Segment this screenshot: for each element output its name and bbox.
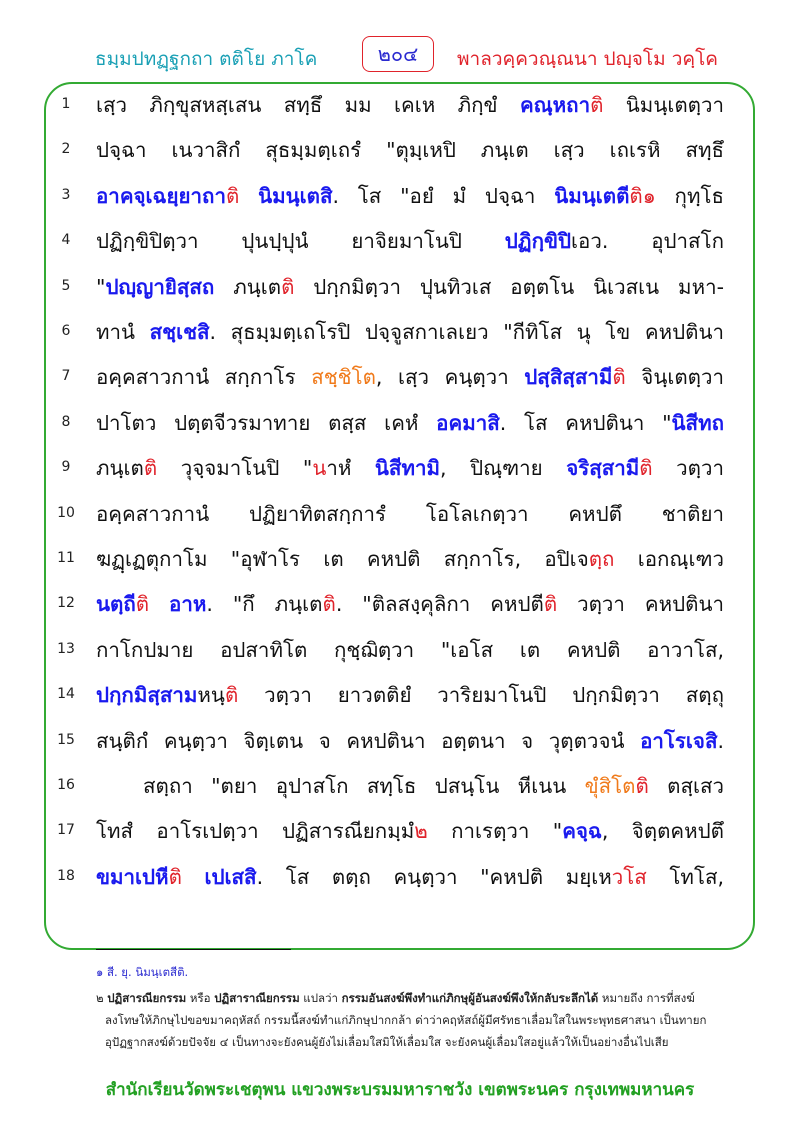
footnote-2-tail: หมายถึง การที่สงฆ์: [598, 991, 695, 1005]
footnote-1-text: สี. ยุ. นิมนฺเตสีติ.: [106, 965, 189, 979]
text-segment: [182, 865, 205, 889]
highlighted-word: คจฺฉ: [562, 819, 602, 844]
text-segment: เสฺว ภิกฺขุสหสฺเสน สทฺธึ มม เคเห ภิกฺขํ: [96, 93, 520, 117]
highlighted-word: ติ: [224, 683, 239, 708]
text-segment: โทโส,: [646, 864, 724, 889]
footnote-2-means: แปลว่า: [299, 991, 342, 1005]
highlighted-word: วโส: [611, 864, 647, 889]
text-line: [0, 127, 800, 173]
text-segment: วตฺวา: [652, 456, 725, 481]
line-number: 18: [57, 867, 75, 884]
line-number: 10: [57, 504, 75, 521]
text-segment: หนฺ: [197, 683, 225, 708]
highlighted-word: ปญฺญายิสฺสถ: [105, 274, 215, 299]
footnote-2-line-2: ลงโทษให้ภิกษุไปขอขมาคฤหัสถ์ กรรมนี้สงฆ์ทำแก่ภิกษุปากกล้า ด่าว่าคฤหัสถ์ผู้มีศรัทธาเลื่อมใสในพระพุทธศาสนา เป็นทายก: [105, 1013, 707, 1027]
line-number: 16: [57, 777, 75, 793]
line-number: 7: [61, 368, 71, 385]
line-number: 15: [57, 731, 75, 748]
highlighted-word: ปกฺกมิสฺสาม: [96, 683, 198, 708]
highlighted-word: ๒: [414, 819, 428, 844]
line-text: [96, 173, 724, 219]
highlighted-word: ติ: [629, 183, 643, 208]
book-title: ธมฺมปทฏฺฐกถา ตติโย ภาโค: [95, 48, 318, 70]
highlighted-word: จริสฺสามี: [566, 456, 640, 481]
text-line: [0, 763, 800, 809]
highlighted-word: ติ: [135, 592, 150, 617]
footnote-2-definition: กรรมอันสงฆ์พึงทำแก่ภิกษุผู้อันสงฆ์พึงให้กลับระลึกได้: [341, 991, 599, 1005]
highlighted-word: นิมนฺเตตี: [554, 183, 630, 208]
footnote-2-line-1: [96, 988, 736, 1008]
text-segment: สนฺติกํ คนฺตฺวา จิตฺเตน จ คหปตินา อตฺตนา จ วุตฺตวจนํ: [96, 728, 641, 753]
highlighted-word: ขมาเปหี: [96, 864, 169, 889]
line-number: 6: [61, 323, 71, 339]
highlighted-word: คณฺหถา: [519, 93, 591, 117]
highlighted-word: ปสฺสิสฺสามี: [524, 365, 613, 390]
text-segment: ภนฺเต: [214, 274, 282, 299]
highlighted-word: ติ: [168, 864, 182, 889]
text-segment: กาโกปมาย อปสาทิโต กุชฺฌิตฺวา "เอโส เต คหปติ อาวาโส,: [96, 637, 724, 662]
highlighted-word: นิสีทถ: [671, 410, 724, 435]
footnote-2-term-alt: ปฏิสาราณียกรรม: [214, 991, 300, 1005]
text-line: [0, 354, 800, 400]
text-segment: , ปิณฺฑาย: [440, 456, 567, 481]
line-text: [96, 127, 724, 173]
text-segment: ภนฺเต: [96, 456, 144, 481]
highlighted-word: สชฺเชสิ: [149, 320, 210, 344]
highlighted-word: ขุํสิโต: [584, 774, 636, 798]
highlighted-word: ติ: [543, 592, 558, 617]
line-number: 3: [61, 186, 71, 203]
line-text: [143, 763, 724, 809]
line-text: [96, 309, 724, 355]
line-number: 2: [61, 141, 71, 158]
text-line: [0, 218, 800, 264]
highlighted-word: นตฺถี: [96, 592, 136, 617]
footnote-2-term: ปฏิสารณียกรรม: [107, 991, 187, 1005]
highlighted-word: ตฺถ: [588, 547, 615, 571]
text-line: [0, 536, 800, 582]
line-text: [96, 218, 724, 264]
line-number: 14: [57, 686, 75, 703]
highlighted-word: นิมนฺเตสิ: [258, 183, 333, 208]
text-segment: จินฺเตตฺวา: [625, 365, 724, 390]
highlighted-word: สชฺชิโต: [311, 365, 376, 390]
text-segment: [239, 184, 258, 208]
line-text: [96, 445, 724, 491]
highlighted-word: อคมาสิ: [436, 410, 500, 435]
text-segment: ปจฺฉา เนวาสิกํ สุธมฺมตฺเถรํ "ตุมฺเหปิ ภนฺเต เสฺว เถเรหิ สทฺธึ: [96, 138, 724, 163]
line-number: 8: [61, 413, 71, 430]
text-line: [0, 718, 800, 764]
footnote-2-line-3: อุปัฏฐากสงฆ์ด้วยปัจจัย ๔ เป็นทางจะยังคนผู้ยังไม่เลื่อมใสมิให้เลื่อมใส จะยังคนผู้เลื่อมใสอยู่แล้วให้เป็นอย่างอื่นไปเสีย: [105, 1035, 669, 1049]
text-segment: . โส "อยํ มํ ปจฺฉา: [332, 183, 555, 208]
text-segment: กาเรตฺวา ": [427, 819, 563, 844]
text-line: [0, 264, 800, 310]
highlighted-word: ปฏิกฺขิปิ: [504, 229, 572, 254]
line-text: [96, 808, 724, 854]
text-segment: วุจฺจมาโนปิ ": [157, 456, 313, 481]
line-text: [96, 536, 724, 582]
text-segment: เอกณฺเฑว: [614, 547, 724, 571]
page-number-box: ๒๐๔: [362, 36, 434, 72]
text-segment: , จิตฺตคหปตึ: [601, 819, 724, 844]
text-segment: วตฺวา ยาวตติยํ วาริยมาโนปิ ปกฺกมิตฺวา สตฺถุ: [238, 683, 724, 708]
text-segment: าหํ: [326, 456, 375, 481]
highlighted-word: อาห: [169, 592, 207, 617]
line-text: [96, 672, 724, 718]
line-number: 1: [61, 96, 71, 112]
text-segment: .: [717, 728, 724, 753]
line-text: [96, 581, 724, 627]
line-text: [96, 627, 724, 673]
text-line: [0, 808, 800, 854]
highlighted-word: อาคจฺเฉยฺยาถา: [96, 183, 226, 208]
text-segment: . โส คหปตินา ": [499, 410, 672, 435]
line-text: [96, 354, 724, 400]
text-segment: [149, 592, 169, 616]
text-segment: ตสฺเสว: [648, 774, 724, 798]
highlighted-word: ติ: [639, 456, 653, 481]
line-number: 4: [61, 232, 71, 249]
text-segment: อคฺคสาวกานํ สกฺกาโร: [96, 365, 312, 390]
text-line: [0, 173, 800, 219]
line-text: [96, 264, 724, 310]
text-line: [0, 672, 800, 718]
text-segment: สตฺถา "ตยา อุปาสโก สทฺโธ ปสนฺโน หีเนน: [143, 774, 585, 798]
text-line: [0, 445, 800, 491]
highlighted-word: นิสีทามิ: [374, 456, 440, 481]
publisher-footer: สำนักเรียนวัดพระเชตุพน แขวงพระบรมมหาราชวัง เขตพระนคร กรุงเทพมหานคร: [105, 1080, 695, 1100]
chapter-title: พาลวคฺควณฺณนา ปญฺจโม วคฺโค: [457, 48, 718, 70]
line-number: 17: [57, 822, 75, 839]
line-text: [96, 718, 724, 764]
text-segment: ": [96, 274, 106, 299]
text-line: [0, 309, 800, 355]
text-line: [0, 82, 800, 128]
text-segment: . สุธมฺมตฺเถโรปิ ปจฺจูสกาเลเยว "กีทิโส นุ โข คหปตินา: [209, 320, 724, 344]
highlighted-word: น: [312, 456, 327, 481]
footnote-1: [96, 962, 736, 982]
highlighted-word: ติ: [590, 93, 604, 117]
footnote-1-marker: ๑: [96, 965, 104, 979]
line-text: [96, 854, 724, 900]
highlighted-word: ติ: [143, 456, 158, 481]
text-segment: ทานํ: [96, 320, 150, 344]
text-segment: ปกฺกมิตฺวา ปุนทิวเส อตฺตโน นิเวสเน มหา-: [294, 274, 724, 299]
highlighted-word: ติ: [281, 274, 295, 299]
text-segment: , เสฺว คนฺตฺวา: [375, 365, 525, 390]
text-line: [0, 491, 800, 537]
highlighted-word: เปเสสิ: [204, 864, 257, 889]
text-segment: . โส ตตฺถ คนฺตฺวา "คหปติ มยฺเห: [256, 864, 612, 889]
footnote-2-marker: ๒: [96, 991, 104, 1005]
text-segment: นิมนฺเตตฺวา: [603, 93, 724, 117]
footnote-separator: [96, 949, 291, 950]
text-segment: กุทฺโธ: [655, 183, 725, 208]
text-segment: ปฏิกฺขิปิตฺวา ปุนปฺปุนํ ยาจิยมาโนปิ: [96, 229, 505, 254]
highlighted-word: อาโรเจสิ: [640, 728, 718, 753]
text-line: [0, 400, 800, 446]
line-text: [96, 400, 724, 446]
text-segment: . "ติลสงฺคุลิกา คหปตี: [335, 592, 544, 617]
text-segment: โทสํ อาโรเปตฺวา ปฏิสารณียกมฺมํ: [96, 819, 415, 844]
text-segment: อคฺคสาวกานํ ปฏิยาทิตสกฺการํ โอโลเกตฺวา คหปตึ ชาติยา: [96, 501, 724, 526]
text-line: [0, 854, 800, 900]
highlighted-word: ๑: [642, 183, 656, 208]
line-number: 12: [57, 595, 75, 612]
text-line: [0, 627, 800, 673]
footnote-2-or: หรือ: [186, 991, 215, 1005]
line-number: 5: [61, 277, 71, 294]
line-number: 9: [61, 459, 71, 476]
text-line: [0, 581, 800, 627]
highlighted-word: ติ: [635, 774, 649, 798]
text-segment: ฆฏฺเฏตุกาโม "อุฬาโร เต คหปติ สกฺกาโร, อปิเจ: [96, 547, 589, 571]
text-segment: ปาโตว ปตฺตจีวรมาทาย ตสฺส เคหํ: [96, 410, 437, 435]
line-number: 11: [57, 550, 75, 566]
highlighted-word: ติ: [225, 183, 240, 208]
text-segment: เอว. อุปาสโก: [571, 229, 724, 254]
text-segment: วตฺวา คหปตินา: [557, 592, 724, 617]
line-text: [96, 491, 724, 537]
text-segment: . "กึ ภนฺเต: [206, 592, 323, 617]
line-number: 13: [57, 640, 75, 657]
highlighted-word: ติ: [612, 365, 626, 390]
highlighted-word: ติ: [322, 592, 336, 617]
line-text: [96, 82, 724, 128]
